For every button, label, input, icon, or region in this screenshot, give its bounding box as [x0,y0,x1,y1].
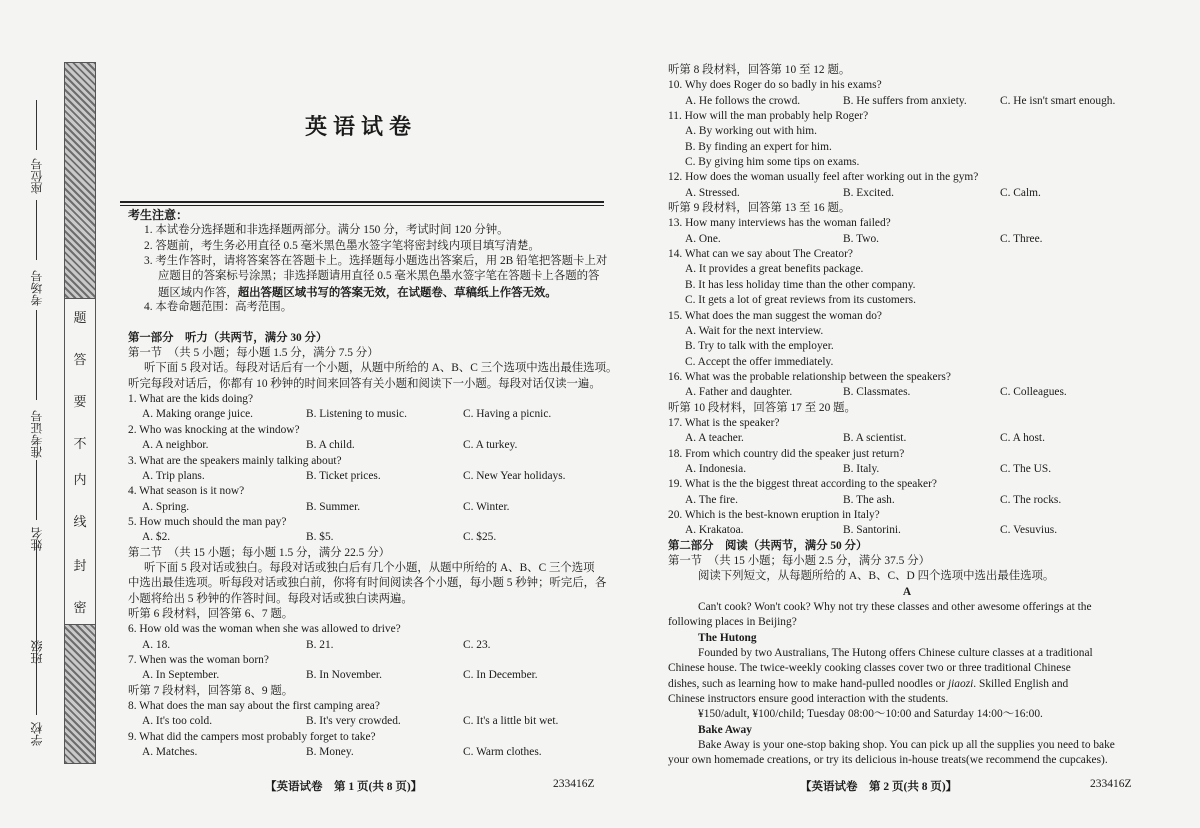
seal-char: 内 [73,472,87,487]
passage-heading: Bake Away [698,723,752,736]
option-a: A. Making orange juice. [142,408,254,421]
notice-item [128,285,608,300]
option-c: C. He isn't smart enough. [1000,94,1116,107]
field-label-school: 学校 [30,722,44,746]
option-b: B. Money. [306,746,354,759]
option-c: C. It's a little bit wet. [463,715,559,728]
options [668,523,1146,538]
option-a: A. Wait for the next interview. [685,324,824,337]
footer-code-1: 233416Z [553,778,595,790]
option-b: B. $5. [306,531,334,544]
instruction: 听完每段对话后，你都有 10 秒钟的时间来回答有关小题和阅读下一小题。每段对话仅读一遍。 [128,377,601,390]
question: 19. What is the the biggest threat according to the speaker? [668,478,937,491]
notice-item: 1. 本试卷分选择题和非选择题两部分。满分 150 分，考试时间 120 分钟。 [144,224,509,237]
seal-char: 封 [73,558,87,573]
binding-fields [0,0,62,828]
options [668,462,1146,477]
instruction: 听下面 5 段对话。每段对话后有一个小题，从题中所给的 A、B、C 三个选项中选出最佳选项。 [144,362,618,375]
field-line [36,100,37,150]
seal-char: 不 [73,436,87,451]
seal-char: 密 [73,600,87,615]
option-c: C. It gets a lot of great reviews from its customers. [685,294,916,307]
field-label-name: 姓名 [30,527,44,551]
option-b: B. The ash. [843,493,895,506]
option-a: A. It provides a great benefits package. [685,263,864,276]
footer-page-1: 【英语试卷 第 1 页(共 8 页)】 [265,781,423,793]
notice-item: 4. 本卷命题范围：高考范围。 [144,301,293,314]
part1-heading: 第一部分 听力（共两节，满分 30 分） [128,331,328,344]
question: 3. What are the speakers mainly talking about? [128,454,342,467]
option-c: C. New Year holidays. [463,469,566,482]
option-b: B. Excited. [843,186,894,199]
paragraph-line: ¥150/adult, ¥100/child; Tuesday 08:00～10:00 and Saturday 14:00～16:00. [698,708,1043,721]
option-c: C. Having a picnic. [463,408,552,421]
seal-char: 答 [73,352,87,367]
option-c: C. Accept the offer immediately. [685,355,834,368]
options [668,431,1146,446]
seal-column [65,298,95,625]
section-heading: 第一节 （共 5 小题；每小题 1.5 分，满分 7.5 分） [128,347,379,360]
field-line [36,540,37,630]
option-a: A. A teacher. [685,432,744,445]
divider [120,205,604,206]
notice-item: 2. 答题前，考生务必用直径 0.5 毫米黑色墨水签字笔将密封线内项目填写清楚。 [144,239,540,252]
option-a: A. Krakatoa. [685,524,744,537]
options [128,407,608,422]
passage-letter: A [902,585,912,598]
field-line [36,460,37,520]
options [668,94,1146,109]
paragraph-line: Founded by two Australians, The Hutong offers Chinese culture classes at a traditional [698,647,1093,660]
options [128,438,608,453]
options [128,530,608,545]
option-b: B. A child. [306,439,355,452]
passage-heading: The Hutong [698,631,757,644]
instruction: 小题将给出 5 秒钟的作答时间。每段对话或独白读两遍。 [128,592,413,605]
option-a: A. In September. [142,669,220,682]
option-b: B. Italy. [843,462,880,475]
instruction: 听下面 5 段对话或独白。每段对话或独白后有几个小题，从题中所给的 A、B、C 三个选项 [144,561,595,574]
notice-item-text: 题区域内作答， [158,286,238,299]
option-a: A. He follows the crowd. [685,94,801,107]
option-b: B. Listening to music. [306,408,407,421]
field-line [36,310,37,400]
seal-char: 线 [73,514,87,529]
field-label-seat: 座位号 [30,158,44,194]
options [128,668,608,683]
option-b: B. 21. [306,638,334,651]
option-b: B. Santorini. [843,524,901,537]
option-b: B. In November. [306,669,382,682]
field-line [36,200,37,260]
section-heading: 第一节 （共 15 小题；每小题 2.5 分，满分 37.5 分） [668,555,930,567]
binding-strip [64,62,96,764]
option-a: A. One. [685,232,721,245]
question: 17. What is the speaker? [668,416,780,429]
text-run: . Skilled English and [973,677,1069,690]
option-b: B. Ticket prices. [306,469,381,482]
page-title: 英语试卷 [305,115,418,140]
field-label-room: 考场号 [30,270,44,306]
paragraph-line: following places in Beijing? [668,616,797,629]
left-column [128,208,618,760]
paragraph-line: Can't cook? Won't cook? Why not try these classes and other awesome offerings at the [698,601,1092,614]
options [128,500,608,515]
options [668,186,1146,201]
material-heading: 听第 10 段材料，回答第 17 至 20 题。 [668,401,856,414]
question: 6. How old was the woman when she was allowed to drive? [128,623,401,636]
option-a: A. Trip plans. [142,469,205,482]
italic-word: jiaozi [947,677,974,690]
paragraph-line: Chinese instructors ensure good interaction with the students. [668,693,949,706]
option-b: B. It has less holiday time than the other company. [685,278,916,291]
option-b: B. Summer. [306,500,361,513]
field-line [36,625,37,715]
option-c: C. Winter. [463,500,510,513]
question: 15. What does the man suggest the woman do? [668,309,882,322]
option-c: C. $25. [463,531,497,544]
options [128,469,608,484]
options [668,493,1146,508]
question: 13. How many interviews has the woman failed? [668,217,891,230]
seal-char: 要 [73,394,87,409]
option-b: B. He suffers from anxiety. [843,94,967,107]
option-c: C. The US. [1000,462,1052,475]
option-b: B. Try to talk with the employer. [685,340,834,353]
notice-emphasis: 超出答题区域书写的答案无效，在试题卷、草稿纸上作答无效。 [237,284,557,299]
option-c: C. Colleagues. [1000,386,1067,399]
question: 10. Why does Roger do so badly in his exams? [668,79,882,92]
question: 12. How does the woman usually feel after working out in the gym? [668,171,979,184]
options [668,232,1146,247]
option-b: B. By finding an expert for him. [685,140,832,153]
divider [120,201,604,203]
material-heading: 听第 9 段材料，回答第 13 至 16 题。 [668,202,851,215]
instruction: 中选出最佳选项。听每段对话或独白前，你将有时间阅读各个小题，每小题 5 秒钟；听完后，各 [128,577,607,590]
question: 16. What was the probable relationship between the speakers? [668,370,951,383]
option-a: A. A neighbor. [142,439,209,452]
option-a: A. The fire. [685,493,738,506]
question: 9. What did the campers most probably forget to take? [128,730,376,743]
options [668,385,1146,400]
question: 1. What are the kids doing? [128,393,254,406]
notice-item: 3. 考生作答时，请将答案答在答题卡上。选择题每小题选出答案后，用 2B 铅笔把答题卡上对 [144,255,608,268]
question: 4. What season is it now? [128,485,245,498]
option-a: A. It's too cold. [142,715,213,728]
option-c: C. Vesuvius. [1000,524,1058,537]
notice-heading: 考生注意： [128,208,189,222]
question: 14. What can we say about The Creator? [668,248,853,261]
option-a: A. Indonesia. [685,462,747,475]
material-heading: 听第 7 段材料，回答第 8、9 题。 [128,684,294,697]
question: 7. When was the woman born? [128,653,269,666]
option-b: B. A scientist. [843,432,907,445]
question: 8. What does the man say about the first camping area? [128,700,380,712]
question: 20. Which is the best-known eruption in Italy? [668,508,880,521]
question: 5. How much should the man pay? [128,515,287,528]
option-a: A. Stressed. [685,186,740,199]
option-c: C. A host. [1000,432,1045,445]
option-a: A. 18. [142,638,171,651]
part2-heading: 第二部分 阅读（共两节，满分 50 分） [668,539,868,552]
notice-item: 应题目的答案标号涂黑；非选择题请用直径 0.5 毫米黑色墨水签字笔在答题卡上各题的答 [158,270,600,283]
option-c: C. A turkey. [463,439,518,452]
option-a: A. Spring. [142,500,190,513]
options [128,745,608,760]
option-a: A. By working out with him. [685,125,817,138]
question: 11. How will the man probably help Roger? [668,110,869,123]
question: 2. Who was knocking at the window? [128,423,300,436]
field-label-class: 班级 [30,640,44,664]
option-b: B. It's very crowded. [306,715,401,728]
option-c: C. In December. [463,669,538,682]
option-c: C. By giving him some tips on exams. [685,156,860,169]
option-a: A. Matches. [142,746,198,759]
material-heading: 听第 8 段材料，回答第 10 至 12 题。 [668,64,851,76]
footer-code-2: 233416Z [1090,778,1132,790]
option-c: C. 23. [463,638,491,651]
options [128,714,608,729]
option-c: C. Three. [1000,232,1043,245]
question: 18. From which country did the speaker just return? [668,447,905,460]
right-column [668,63,1146,769]
option-c: C. The rocks. [1000,493,1062,506]
option-b: B. Classmates. [843,386,911,399]
footer-page-2: 【英语试卷 第 2 页(共 8 页)】 [800,781,958,793]
option-c: C. Warm clothes. [463,746,542,759]
instruction: 阅读下列短文，从每题所给的 A、B、C、D 四个选项中选出最佳选项。 [698,570,1055,583]
paragraph-line [668,677,1146,692]
material-heading: 听第 6 段材料，回答第 6、7 题。 [128,607,294,620]
option-b: B. Two. [843,232,880,245]
paragraph-line: your own homemade creations, or try its delicious in-house treats(we recommend the cupcakes). [668,754,1108,767]
option-a: A. $2. [142,531,171,544]
option-a: A. Father and daughter. [685,386,793,399]
seal-char: 题 [73,310,87,325]
text-run: dishes, such as learning how to make hand-pulled noodles or [668,677,948,690]
options [128,638,608,653]
paragraph-line: Bake Away is your one-stop baking shop. You can pick up all the supplies you need to bake [698,739,1115,752]
paragraph-line: Chinese house. The twice-weekly cooking classes cover two or three traditional Chinese [668,662,1071,675]
option-c: C. Calm. [1000,186,1041,199]
field-label-exam-id: 准考证号 [30,410,44,458]
section-heading: 第二节 （共 15 小题；每小题 1.5 分，满分 22.5 分） [128,546,390,559]
